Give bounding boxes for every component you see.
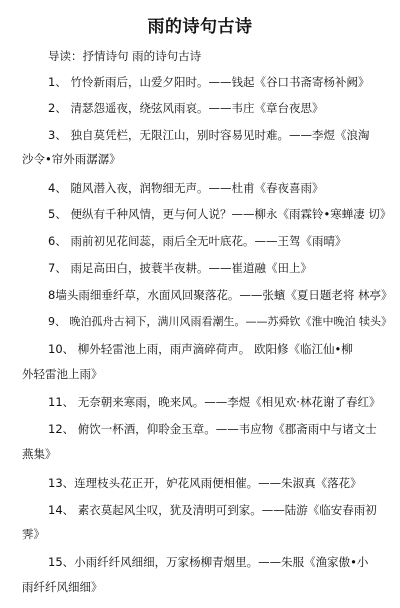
poem-line-10: 10、 柳外轻雷池上雨，雨声滴碎荷声。 欧阳修《临江仙•柳: [48, 342, 353, 356]
poem-line-6: 6、 雨前初见花间蕊，雨后全无叶底花。——王驾《雨晴》: [48, 234, 347, 248]
poem-line-1: 1、 竹怜新雨后，山爱夕阳时。——钱起《谷口书斋寄杨补阙》: [48, 75, 370, 89]
poem-line-5: 5、 便纵有千种风情，更与何人说？——柳永《雨霖铃•寒蝉凄 切》: [48, 207, 392, 221]
poem-line-12: 12、 俯饮一杯酒，仰聆金玉章。——韦应物《郡斋雨中与诸文士: [48, 422, 377, 436]
poem-line-10-cont: 外轻雷池上雨》: [22, 367, 103, 381]
poem-line-12-cont: 燕集》: [22, 447, 57, 461]
poem-line-2: 2、 清瑟怨遥夜，绕弦风雨哀。——韦庄《章台夜思》: [48, 101, 324, 115]
poem-line-3-cont: 沙令•帘外雨潺潺》: [22, 152, 121, 166]
poem-line-4: 4、 随风潜入夜，润物细无声。——杜甫《春夜喜雨》: [48, 181, 324, 195]
poem-line-14-cont: 霁》: [22, 527, 45, 541]
poem-line-13: 13、连理枝头花正开，妒花风雨便相催。——朱淑真《落花》: [48, 476, 362, 490]
poem-line-9: 9、 晚泊孤舟古祠下，满川风雨看潮生。——苏舜钦《淮中晚泊 犊头》: [48, 315, 392, 328]
poem-line-11: 11、 无奈朝来寒雨，晚来风。——李煜《相见欢·林花谢了春红》: [48, 395, 381, 409]
intro-text: 导读：抒情诗句 雨的诗句古诗: [48, 49, 202, 63]
poem-line-15: 15、小雨纤纤风细细，万家杨柳青烟里。——朱服《渔家傲•小: [48, 555, 369, 569]
poem-line-3: 3、 独自莫凭栏，无限江山，别时容易见时难。——李煜《浪淘: [48, 128, 370, 142]
page-title: 雨的诗句古诗: [147, 17, 253, 37]
poem-line-8: 8墙头雨细垂纤草，水面风回聚落花。——张蠙《夏日题老将 林亭》: [48, 288, 393, 302]
poem-line-15-cont: 雨纤纤风细细》: [22, 580, 103, 594]
poem-line-7: 7、 雨足高田白，披蓑半夜耕。——崔道融《田上》: [48, 261, 312, 275]
poem-line-14: 14、 素衣莫起风尘叹，犹及清明可到家。——陆游《临安春雨初: [48, 503, 377, 517]
